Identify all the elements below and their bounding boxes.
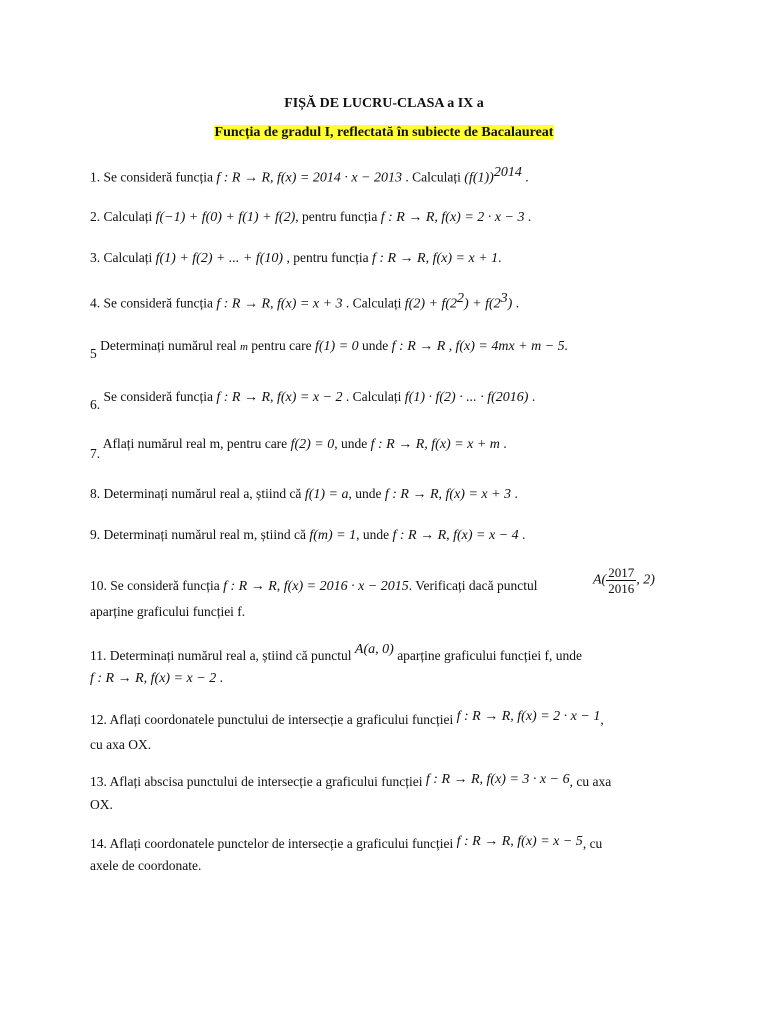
fraction [606, 565, 636, 596]
math-expression: f : R → R, f(x) = x + 3 [216, 296, 343, 312]
exercise-text: Aflați abscisa punctului de intersecție a graficului funcției [106, 774, 426, 789]
math-expression: f : R → R, f(x) = 3 · x − 6 [425, 772, 570, 787]
exercise-number: 3. [90, 250, 101, 265]
exercise-text: . [511, 486, 518, 501]
exercise-text: , cu [582, 836, 603, 851]
exercise-number: 12. [90, 712, 107, 727]
exercise-number: 9. [90, 527, 101, 542]
exercise-text: . [512, 295, 520, 311]
exercise-text: , [600, 712, 604, 727]
math-expression: f(1) · f(2) · ... · f(2016) [404, 390, 529, 405]
exercise-3 [90, 250, 502, 267]
page-subtitle: Funcția de gradul I, reflectată în subiecte de Bacalaureat [214, 125, 554, 140]
exercise-text: Se consideră funcția [106, 578, 224, 593]
exercise-text: , cu axa [569, 774, 612, 789]
exercise-text: , unde [348, 486, 385, 501]
exercise-12 [90, 709, 604, 729]
exercise-text: Determinați numărul real a, știind că [100, 486, 305, 501]
exercise-number: 10. [90, 578, 107, 593]
exercise-number: 4. [90, 295, 101, 311]
math-expression: , 2) [636, 572, 655, 588]
math-expression: f(1) = a [304, 487, 349, 502]
exercise-text: , unde [334, 436, 371, 451]
math-expression: f : R → R, f(x) = x + 1 [371, 251, 499, 266]
math-expression: A(a, 0) [354, 642, 394, 657]
exercise-number: 13. [90, 774, 107, 789]
math-expression: A( [593, 572, 607, 588]
exercise-1 [90, 165, 529, 187]
math-exponent: 3 [500, 291, 508, 306]
exercise-number: 8. [90, 486, 101, 501]
exercise-text: . Calculați [342, 295, 405, 311]
math-expression: f(1) = 0 [315, 339, 359, 354]
exercise-number: 14. [90, 836, 107, 851]
math-expression: f(−1) + f(0) + f(1) + f(2) [155, 210, 296, 225]
exercise-text: . Calculați [342, 389, 405, 404]
math-expression: (f(1)) [464, 170, 494, 186]
math-exponent: 2014 [493, 165, 522, 180]
exercise-number: 5 [90, 346, 97, 361]
exercise-8 [90, 486, 518, 503]
exercise-text: Determinați numărul real a, știind că punctul [106, 648, 355, 663]
exercise-text: , pentru funcția [283, 250, 372, 265]
math-expression: f(1) + f(2) + ... + f(10) [155, 251, 284, 266]
exercise-text: Aflați coordonatele punctelor de intersecție a graficului funcției [106, 836, 457, 851]
math-expression: f : R → R, f(x) = x + m [370, 437, 500, 452]
math-expression: f : R → R, f(x) = x + 3 [384, 487, 512, 502]
exercise-text: . Verificați dacă punctul [408, 578, 538, 593]
exercise-text: Se consideră funcția [100, 389, 217, 404]
exercise-text: , [445, 338, 456, 353]
exercise-text: . [498, 250, 502, 265]
page-title: FIȘĂ DE LUCRU-CLASA a IX a [284, 96, 484, 111]
exercise-11 [90, 642, 582, 665]
exercise-number: 11. [90, 648, 107, 663]
point-a-expression [593, 565, 655, 596]
math-expression: f(m) = 1 [309, 528, 357, 543]
exercise-9 [90, 527, 525, 544]
exercise-14 [90, 836, 602, 853]
math-expression: f : R → R [391, 339, 446, 354]
exercise-7 [90, 436, 507, 461]
exercise-12-continuation: cu axa OX. [90, 737, 152, 752]
exercise-text: . [524, 209, 532, 224]
exercise-text: . Calculați [402, 169, 465, 185]
exercise-13-continuation: OX. [90, 797, 113, 812]
exercise-14-continuation: axele de coordonate. [90, 858, 202, 873]
exercise-number: 1. [90, 169, 101, 185]
exercise-2 [90, 209, 531, 226]
exercise-number: 2. [90, 209, 101, 224]
exercise-number: 6. [90, 397, 101, 412]
math-expression: f(x) = 4mx + m − 5. [455, 339, 569, 354]
math-expression: f : R → R, f(x) = 2014 · x − 2013 [216, 170, 403, 186]
math-expression: f(2) + f(2 [404, 296, 457, 312]
exercise-text: aparține graficului funcției f, unde [393, 648, 582, 663]
exercise-text: . [499, 436, 507, 451]
math-expression: f : R → R, f(x) = 2 · x − 3 [380, 210, 525, 225]
math-expression: f : R → R, f(x) = 2016 · x − 2015 [223, 579, 409, 594]
exercise-10-continuation: aparține graficului funcției f. [90, 604, 246, 619]
math-expression: f : R → R, f(x) = x − 2 [216, 390, 343, 405]
math-expression: ) + f(2 [464, 296, 501, 312]
exercise-text: Se consideră funcția [100, 169, 217, 185]
exercise-text: unde [358, 338, 392, 353]
math-expression: f : R → R, f(x) = x − 5 [456, 834, 583, 849]
exercise-5 [90, 338, 569, 361]
exercise-text: , pentru funcția [295, 209, 381, 224]
exercise-text: Aflați numărul real m, pentru care [100, 436, 291, 451]
exercise-text: Determinați numărul real [96, 338, 240, 353]
exercise-text: Calculați [100, 209, 156, 224]
exercise-text: . [521, 169, 529, 185]
exercise-text: Se consideră funcția [100, 295, 217, 311]
exercise-10 [90, 578, 538, 595]
exercise-11-continuation [90, 670, 223, 687]
exercise-13 [90, 774, 611, 791]
exercise-text: . [216, 670, 223, 685]
exercise-text: Aflați coordonatele punctului de intersecție a graficului funcției [106, 712, 457, 727]
math-variable: m [239, 341, 248, 353]
exercise-number: 7. [90, 446, 101, 461]
exercise-text: , unde [356, 527, 393, 542]
exercise-text: pentru care [247, 338, 315, 353]
exercise-text: Determinați numărul real m, știind că [100, 527, 310, 542]
math-expression: f(2) = 0 [290, 437, 335, 452]
math-expression: ) [507, 296, 513, 312]
fraction-denominator: 2016 [608, 581, 635, 596]
exercise-4 [90, 291, 519, 313]
math-expression: f : R → R, f(x) = x − 2 [90, 671, 217, 686]
fraction-numerator: 2017 [608, 565, 635, 580]
math-expression: f : R → R, f(x) = 2 · x − 1 [456, 709, 601, 724]
exercise-text: . [528, 389, 536, 404]
exercise-6 [90, 389, 536, 412]
exercise-text: . [518, 527, 526, 542]
math-expression: f : R → R, f(x) = x − 4 [392, 528, 519, 543]
math-exponent: 2 [457, 291, 464, 306]
exercise-text: Calculați [100, 250, 156, 265]
subtitle-container [0, 124, 768, 141]
